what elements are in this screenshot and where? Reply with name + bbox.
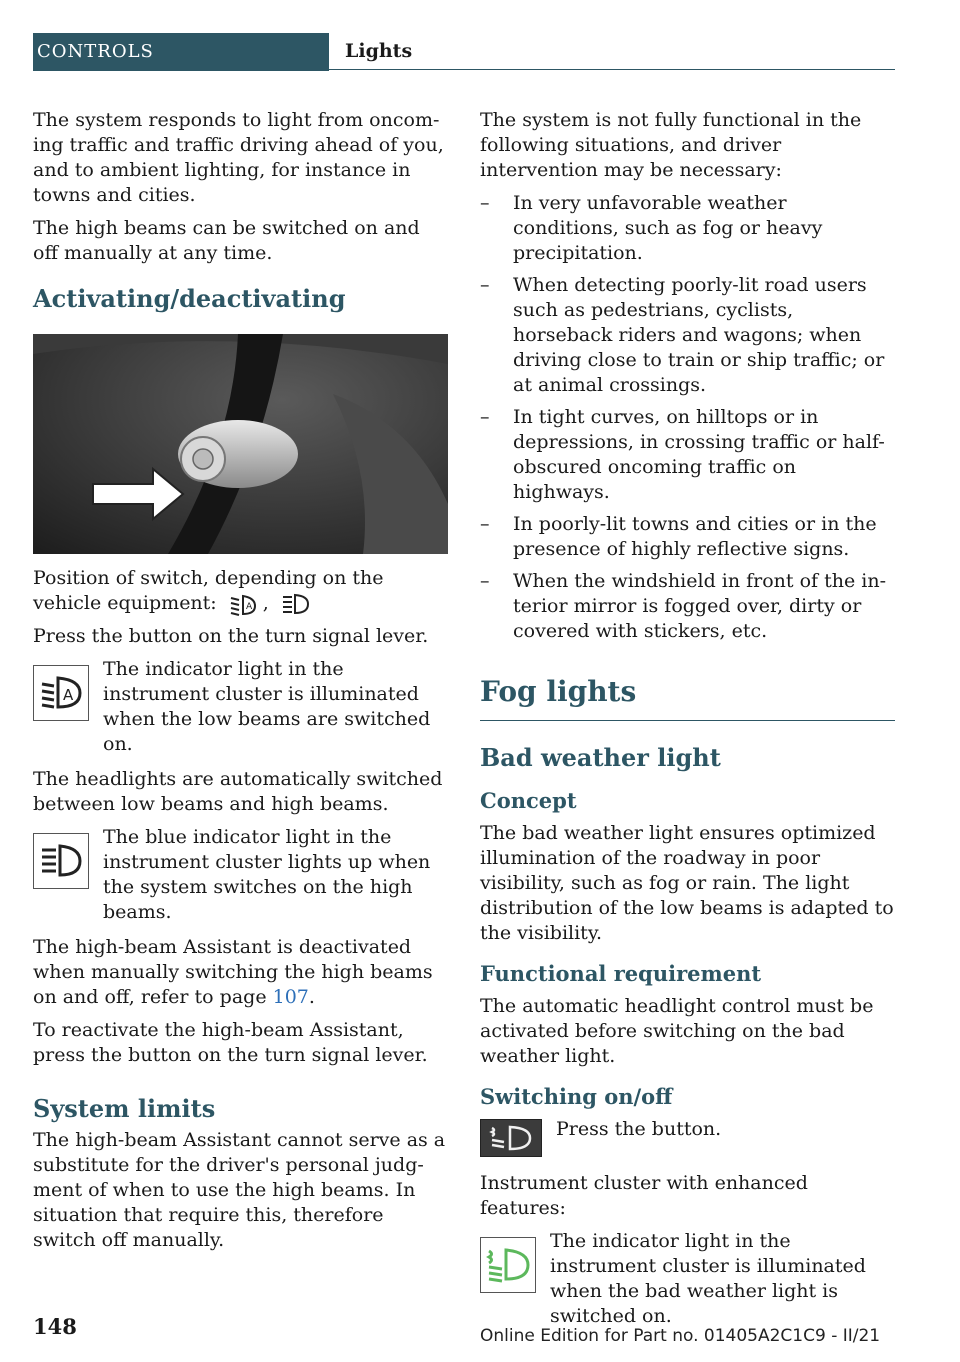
left-column [33, 108, 448, 1261]
heading-activating: Activating/deactivating [33, 284, 346, 313]
paragraph: The indicator light in the instrument cluster is illuminated when the low beams are switched on. [103, 658, 431, 755]
paragraph: The high-beam Assistant is deactivated when manually switching the high beams on and off, refer to page 107. [33, 936, 433, 1008]
auto-low-beam-icon [229, 592, 257, 616]
list-item: – In poorly-lit towns and cities or in the presence of highly reflective signs. [480, 512, 895, 562]
svg-text:A: A [245, 602, 252, 612]
limitations-list [480, 191, 895, 644]
paragraph: The bad weather light ensures optimized illumination of the roadway in poor visibility, such as fog or rain. The light distribution of the low beams is adapted to the visibility. [480, 822, 894, 944]
heading-functional-requirement: Functional requirement [480, 961, 762, 986]
paragraph: The automatic headlight control must be activated before switching on the bad weather light. [480, 995, 874, 1067]
paragraph: Press the button on the turn signal lever. [33, 625, 429, 647]
section-label: CONTROLS [33, 33, 329, 71]
paragraph: The headlights are automatically switched between low beams and high beams. [33, 768, 443, 815]
svg-text:A: A [63, 686, 74, 704]
list-item: – When the windshield in front of the interior mirror is fogged over, dirty or covered with stickers, etc. [480, 569, 895, 644]
high-beam-indicator-icon [33, 833, 89, 889]
page-reference-link[interactable]: 107 [272, 986, 309, 1008]
auto-low-beam-indicator-icon [33, 665, 89, 721]
indicator-high-beam-row [33, 825, 448, 925]
heading-system-limits: System limits [33, 1094, 216, 1123]
list-item: – In tight curves, on hilltops or in depressions, in crossing traffic or half-obscured oncoming traffic on highways. [480, 405, 895, 505]
heading-concept: Concept [480, 788, 577, 813]
indicator-low-beam-row [33, 657, 448, 757]
heading-switching: Switching on/off [480, 1084, 673, 1109]
list-item: – When detecting poorly-lit road users such as pedestrians, cyclists, horseback riders and wagons; when driving close to train or ship traffic; or at animal crossings. [480, 273, 895, 398]
paragraph: The indicator light in the instrument cluster is illuminated when the bad weather light is switched on. [550, 1230, 866, 1327]
list-item: – In very unfavorable weather conditions, such as fog or heavy precipitation. [480, 191, 895, 266]
paragraph: Press the button. [556, 1118, 722, 1140]
paragraph: The system responds to light from oncoming traffic and traffic driving ahead of you, and to ambient lighting, for instance in towns and cities. [33, 109, 444, 206]
paragraph: The blue indicator light in the instrument cluster lights up when the system switches on the high beams. [103, 826, 431, 923]
bad-weather-indicator-row [480, 1229, 895, 1329]
page-number: 148 [33, 1314, 77, 1339]
page-header [33, 33, 895, 71]
paragraph: Position of switch, depending on the vehicle equipment: A , [33, 567, 384, 614]
paragraph: The high beams can be switched on and off manually at any time. [33, 217, 420, 264]
bad-weather-indicator-icon [480, 1237, 536, 1293]
bad-weather-button-row [480, 1117, 895, 1157]
paragraph: Instrument cluster with enhanced features: [480, 1172, 808, 1219]
paragraph: The system is not fully functional in the following situations, and driver intervention may be necessary: [480, 109, 862, 181]
paragraph: To reactivate the high-beam Assistant, press the button on the turn signal lever. [33, 1019, 428, 1066]
bad-weather-button-icon [480, 1119, 542, 1157]
heading-bad-weather-light: Bad weather light [480, 743, 721, 772]
chapter-title: Lights [329, 33, 895, 70]
turn-signal-lever-photo [33, 334, 448, 554]
right-column [480, 108, 895, 1339]
paragraph: The high-beam Assistant cannot serve as a substitute for the driver's personal judgment of when to use the high beams. In situation that require this, therefore switch off manually. [33, 1129, 446, 1251]
heading-fog-lights: Fog lights [480, 674, 895, 721]
high-beam-icon [281, 592, 309, 616]
footer-edition: Online Edition for Part no. 01405A2C1C9 - II/21 [480, 1326, 881, 1346]
